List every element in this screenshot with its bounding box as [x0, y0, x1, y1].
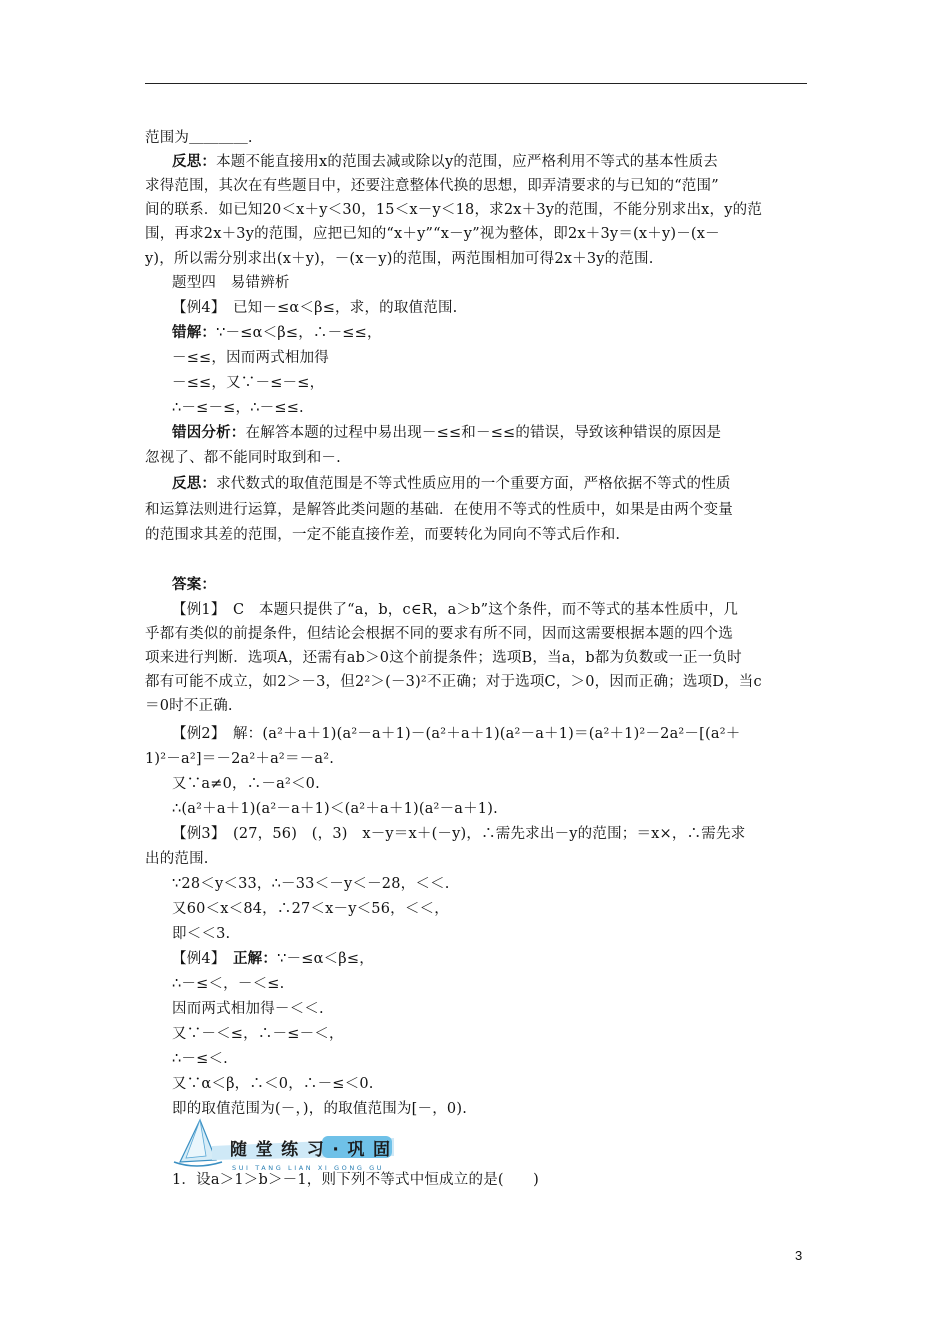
answer-2-line: 【例2】 解：(a²＋a＋1)(a²－a＋1)－(a²＋a＋1)(a²－a＋1)＝(a²＋1)²－2a²－[(a²＋	[172, 726, 741, 742]
text-line: 项来进行判断．选项A，还需有ab＞0这个前提条件；选项B，当a，b都为负数或一正一负时	[145, 650, 742, 666]
text-line: 即＜＜3.	[172, 926, 231, 942]
answer-3-line: 【例3】 (27，56) (，3) x－y＝x＋(－y)，∴需先求出－y的范围；＝x×，∴需先求	[172, 826, 746, 842]
text-line: 间的联系．如已知20＜x＋y＜30，15＜x－y＜18，求2x＋3y的范围，不能分别求出x，y的范	[145, 202, 763, 218]
text-line: 又∵a≠0，∴－a²＜0.	[172, 776, 320, 792]
answer-4-line: 【例4】 正解：∵－≤α＜β≤，	[172, 950, 374, 967]
text-line: 乎都有类似的前提条件，但结论会根据不同的要求有所不同，因而这需要根据本题的四个选	[145, 626, 733, 642]
text-line: ∴－≤－≤，∴－≤≤.	[172, 400, 304, 416]
practice-question-1: 1．设a＞1＞b＞－1，则下列不等式中恒成立的是( )	[172, 1172, 540, 1188]
practice-banner	[172, 1116, 402, 1174]
page-number: 3	[795, 1248, 803, 1263]
text-line: ＝0时不正确.	[145, 698, 233, 714]
text-line: －≤≤，又∵－≤－≤，	[172, 375, 325, 391]
example-4-question: 【例4】 已知－≤α＜β≤，求，的取值范围.	[172, 300, 458, 316]
text-line: 又∵α＜β，∴＜0，∴－≤＜0.	[172, 1076, 374, 1092]
reflection-line: 反思：本题不能直接用x的范围去减或除以y的范围，应严格利用不等式的基本性质去	[172, 153, 718, 170]
reflection-line: 反思：求代数式的取值范围是不等式性质应用的一个重要方面，严格依据不等式的性质	[172, 475, 731, 492]
text-line: 范围为＿＿＿＿.	[145, 130, 253, 146]
banner-title: 随堂练习·巩固	[230, 1140, 390, 1160]
text-line: ∴(a²＋a＋1)(a²－a＋1)＜(a²＋a＋1)(a²－a＋1).	[172, 801, 498, 817]
text-line: ∵28＜y＜33，∴－33＜－y＜－28，＜＜.	[172, 876, 450, 892]
text-line: ∴－≤＜.	[172, 1051, 228, 1067]
text-line: 出的范围.	[145, 851, 209, 867]
error-analysis-line: 错因分析：在解答本题的过程中易出现－≤≤和－≤≤的错误，导致该种错误的原因是	[172, 424, 722, 441]
text-line: 1)²－a²]＝－2a²＋a²＝－a².	[145, 751, 335, 767]
text-line: 都有可能不成立，如2＞－3，但2²＞(－3)²不正确；对于选项C，＞0，因而正确；选项D，当c	[145, 674, 762, 690]
text-line: ∴－≤＜，－＜≤.	[172, 976, 285, 992]
wrong-solution-line: 错解：∵－≤α＜β≤，∴－≤≤，	[172, 324, 382, 341]
banner-subtitle: SUI TANG LIAN XI GONG GU	[232, 1164, 382, 1172]
text-line: 因而两式相加得－＜＜.	[172, 1001, 324, 1017]
text-line: 又60＜x＜84，∴27＜x－y＜56，＜＜，	[172, 901, 449, 917]
section-heading: 题型四 易错辨析	[172, 275, 290, 291]
answers-heading: 答案：	[172, 576, 217, 593]
header-rule	[145, 83, 807, 84]
text-line: 忽视了、都不能同时取到和－.	[145, 450, 341, 466]
text-line: 求得范围，其次在有些题目中，还要注意整体代换的思想，即弄清要求的与已知的“范围”	[145, 178, 719, 194]
text-line: 的范围求其差的范围，一定不能直接作差，而要转化为同向不等式后作和.	[145, 527, 621, 543]
text-line: 即的取值范围为(－，)，的取值范围为[－，0).	[172, 1101, 468, 1117]
text-line: 又∵－＜≤，∴－≤－＜，	[172, 1026, 344, 1042]
text-line: y)，所以需分别求出(x＋y)，－(x－y)的范围，两范围相加可得2x＋3y的范围.	[145, 251, 654, 267]
text-line: －≤≤，因而两式相加得	[172, 350, 329, 366]
text-line: 和运算法则进行运算，是解答此类问题的基础．在使用不等式的性质中，如果是由两个变量	[145, 502, 733, 518]
text-line: 围，再求2x＋3y的范围，应把已知的“x＋y”“x－y”视为整体，即2x＋3y＝(x＋y)－(x－	[145, 226, 720, 242]
answer-1-line: 【例1】 C 本题只提供了“a，b，c∈R，a＞b”这个条件，而不等式的基本性质中，几	[172, 602, 739, 618]
